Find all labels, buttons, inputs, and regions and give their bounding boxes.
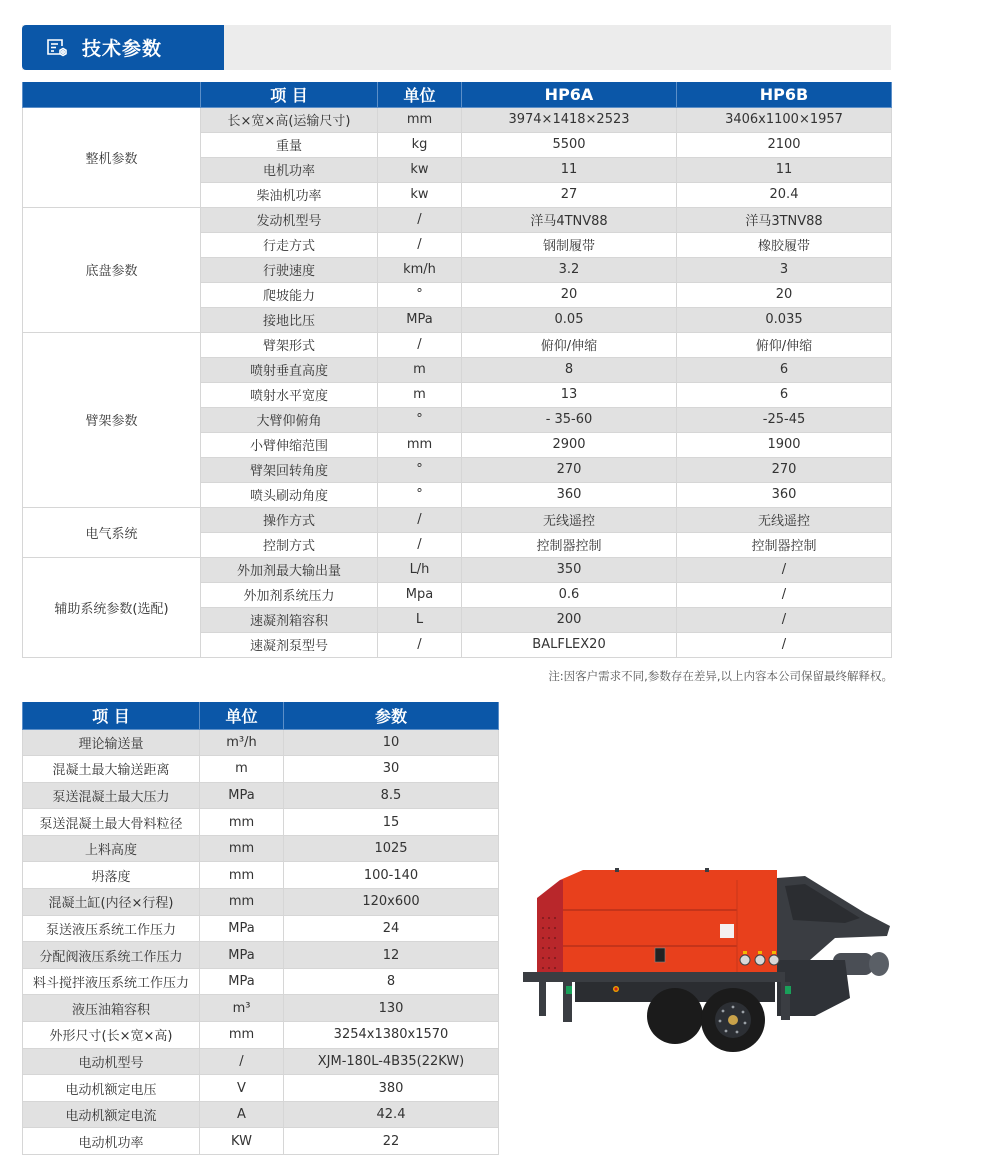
table-row	[23, 995, 499, 1022]
item-cell: 喷射垂直高度	[201, 357, 378, 382]
item-cell: 行走方式	[201, 232, 378, 257]
value-cell: 10	[284, 729, 499, 756]
table-row	[23, 835, 499, 862]
item-cell: 控制方式	[201, 532, 378, 557]
unit-cell: /	[378, 232, 462, 257]
table-row	[23, 809, 499, 836]
hp6b-cell: /	[677, 557, 892, 582]
hp6b-cell: 20.4	[677, 182, 892, 207]
hp6b-cell: -25-45	[677, 407, 892, 432]
hp6a-cell: 控制器控制	[462, 532, 677, 557]
unit-cell: km/h	[378, 257, 462, 282]
item-cell: 喷射水平宽度	[201, 382, 378, 407]
item-cell: 混凝土最大输送距离	[23, 756, 200, 783]
hp6a-cell: 0.05	[462, 307, 677, 332]
unit-cell: kw	[378, 157, 462, 182]
unit-cell: mm	[200, 809, 284, 836]
unit-cell: °	[378, 282, 462, 307]
unit-cell: /	[378, 332, 462, 357]
header-value: 参数	[284, 702, 499, 729]
concrete-pump-image	[515, 868, 895, 1053]
disclaimer-note: 注:因客户需求不同,参数存在差异,以上内容本公司保留最终解释权。	[548, 669, 893, 683]
table-row	[23, 889, 499, 916]
item-cell: 发动机型号	[201, 207, 378, 232]
hp6b-cell: /	[677, 607, 892, 632]
unit-cell: m	[200, 756, 284, 783]
item-cell: 泵送混凝土最大压力	[23, 782, 200, 809]
table-row	[23, 557, 892, 582]
section-title: 技术参数	[82, 38, 163, 60]
item-cell: 爬坡能力	[201, 282, 378, 307]
hp6a-cell: 3974×1418×2523	[462, 107, 677, 132]
unit-cell: A	[200, 1101, 284, 1128]
unit-cell: Mpa	[378, 582, 462, 607]
hp6b-cell: 洋马3TNV88	[677, 207, 892, 232]
hp6a-cell: 洋马4TNV88	[462, 207, 677, 232]
value-cell: 8.5	[284, 782, 499, 809]
unit-cell: MPa	[378, 307, 462, 332]
value-cell: 42.4	[284, 1101, 499, 1128]
item-cell: 大臂仰俯角	[201, 407, 378, 432]
spec-table-hp6	[22, 82, 892, 658]
hp6a-cell: 5500	[462, 132, 677, 157]
item-cell: 坍落度	[23, 862, 200, 889]
hp6a-cell: - 35-60	[462, 407, 677, 432]
unit-cell: /	[378, 532, 462, 557]
hp6b-cell: /	[677, 582, 892, 607]
item-cell: 柴油机功率	[201, 182, 378, 207]
item-cell: 臂架形式	[201, 332, 378, 357]
spec-table-pump	[22, 702, 499, 1155]
unit-cell: KW	[200, 1128, 284, 1155]
section-title-tab	[22, 25, 224, 70]
hp6b-cell: 20	[677, 282, 892, 307]
unit-cell: mm	[378, 107, 462, 132]
table-row	[23, 507, 892, 532]
table-row	[23, 862, 499, 889]
unit-cell: kg	[378, 132, 462, 157]
unit-cell: MPa	[200, 782, 284, 809]
group-label: 底盘参数	[23, 207, 201, 332]
unit-cell: MPa	[200, 915, 284, 942]
hp6b-cell: 1900	[677, 432, 892, 457]
table-row	[23, 1075, 499, 1102]
item-cell: 行驶速度	[201, 257, 378, 282]
hp6b-cell: 3	[677, 257, 892, 282]
item-cell: 上料高度	[23, 835, 200, 862]
hp6b-cell: 0.035	[677, 307, 892, 332]
hp6a-cell: 无线遥控	[462, 507, 677, 532]
item-cell: 电动机额定电压	[23, 1075, 200, 1102]
item-cell: 电动机功率	[23, 1128, 200, 1155]
unit-cell: MPa	[200, 942, 284, 969]
hp6b-cell: 俯仰/伸缩	[677, 332, 892, 357]
hp6a-cell: 27	[462, 182, 677, 207]
value-cell: 30	[284, 756, 499, 783]
value-cell: XJM-180L-4B35(22KW)	[284, 1048, 499, 1075]
hp6a-cell: 3.2	[462, 257, 677, 282]
hp6a-cell: 350	[462, 557, 677, 582]
unit-cell: mm	[200, 889, 284, 916]
hp6a-cell: 0.6	[462, 582, 677, 607]
table-row	[23, 782, 499, 809]
section-title-bar	[22, 25, 891, 70]
unit-cell: V	[200, 1075, 284, 1102]
header-item: 项 目	[23, 702, 200, 729]
hp6a-cell: 钢制履带	[462, 232, 677, 257]
table-row	[23, 968, 499, 995]
item-cell: 料斗搅拌液压系统工作压力	[23, 968, 200, 995]
unit-cell: /	[378, 507, 462, 532]
hp6a-cell: 2900	[462, 432, 677, 457]
unit-cell: L	[378, 607, 462, 632]
hp6b-cell: 3406x1100×1957	[677, 107, 892, 132]
value-cell: 130	[284, 995, 499, 1022]
value-cell: 1025	[284, 835, 499, 862]
hp6b-cell: 270	[677, 457, 892, 482]
hp6a-cell: 200	[462, 607, 677, 632]
hp6b-cell: 360	[677, 482, 892, 507]
hp6a-cell: 270	[462, 457, 677, 482]
table-row	[23, 729, 499, 756]
unit-cell: m³	[200, 995, 284, 1022]
item-cell: 泵送混凝土最大骨料粒径	[23, 809, 200, 836]
unit-cell: mm	[200, 862, 284, 889]
hp6b-cell: 控制器控制	[677, 532, 892, 557]
unit-cell: °	[378, 407, 462, 432]
item-cell: 泵送液压系统工作压力	[23, 915, 200, 942]
item-cell: 操作方式	[201, 507, 378, 532]
hp6a-cell: BALFLEX20	[462, 632, 677, 657]
unit-cell: °	[378, 457, 462, 482]
header-item: 项 目	[201, 82, 378, 107]
value-cell: 380	[284, 1075, 499, 1102]
header-unit: 单位	[200, 702, 284, 729]
item-cell: 外形尺寸(长×宽×高)	[23, 1022, 200, 1049]
table-row	[23, 107, 892, 132]
item-cell: 长×宽×高(运输尺寸)	[201, 107, 378, 132]
item-cell: 小臂伸缩范围	[201, 432, 378, 457]
header-unit: 单位	[378, 82, 462, 107]
item-cell: 电动机额定电流	[23, 1101, 200, 1128]
table-row	[23, 756, 499, 783]
value-cell: 3254x1380x1570	[284, 1022, 499, 1049]
hp6b-cell: /	[677, 632, 892, 657]
hp6a-cell: 360	[462, 482, 677, 507]
hp6a-cell: 8	[462, 357, 677, 382]
item-cell: 混凝土缸(内径×行程)	[23, 889, 200, 916]
group-label: 电气系统	[23, 507, 201, 557]
hp6b-cell: 橡胶履带	[677, 232, 892, 257]
header-hp6b: HP6B	[677, 82, 892, 107]
group-label: 辅助系统参数(选配)	[23, 557, 201, 657]
hp6a-cell: 俯仰/伸缩	[462, 332, 677, 357]
item-cell: 速凝剂箱容积	[201, 607, 378, 632]
item-cell: 液压油箱容积	[23, 995, 200, 1022]
item-cell: 理论输送量	[23, 729, 200, 756]
value-cell: 22	[284, 1128, 499, 1155]
value-cell: 100-140	[284, 862, 499, 889]
unit-cell: °	[378, 482, 462, 507]
value-cell: 12	[284, 942, 499, 969]
unit-cell: /	[378, 207, 462, 232]
unit-cell: m	[378, 382, 462, 407]
table-row	[23, 1128, 499, 1155]
item-cell: 臂架回转角度	[201, 457, 378, 482]
hp6a-cell: 13	[462, 382, 677, 407]
unit-cell: L/h	[378, 557, 462, 582]
unit-cell: m	[378, 357, 462, 382]
unit-cell: mm	[200, 1022, 284, 1049]
group-label: 整机参数	[23, 107, 201, 207]
item-cell: 分配阀液压系统工作压力	[23, 942, 200, 969]
value-cell: 24	[284, 915, 499, 942]
table-row	[23, 915, 499, 942]
table-row	[23, 1022, 499, 1049]
item-cell: 速凝剂泵型号	[201, 632, 378, 657]
table-row	[23, 332, 892, 357]
unit-cell: mm	[200, 835, 284, 862]
table-row	[23, 1101, 499, 1128]
table-row	[23, 1048, 499, 1075]
value-cell: 8	[284, 968, 499, 995]
item-cell: 外加剂系统压力	[201, 582, 378, 607]
unit-cell: /	[200, 1048, 284, 1075]
unit-cell: m³/h	[200, 729, 284, 756]
value-cell: 120x600	[284, 889, 499, 916]
hp6b-cell: 无线遥控	[677, 507, 892, 532]
item-cell: 外加剂最大输出量	[201, 557, 378, 582]
unit-cell: mm	[378, 432, 462, 457]
table-header-row	[23, 702, 499, 729]
item-cell: 电动机型号	[23, 1048, 200, 1075]
hp6b-cell: 11	[677, 157, 892, 182]
item-cell: 接地比压	[201, 307, 378, 332]
table-row	[23, 942, 499, 969]
hp6b-cell: 6	[677, 382, 892, 407]
unit-cell: /	[378, 632, 462, 657]
hp6b-cell: 2100	[677, 132, 892, 157]
hp6a-cell: 20	[462, 282, 677, 307]
item-cell: 喷头刷动角度	[201, 482, 378, 507]
value-cell: 15	[284, 809, 499, 836]
item-cell: 电机功率	[201, 157, 378, 182]
header-group	[23, 82, 201, 107]
spec-sheet-icon	[46, 38, 68, 58]
hp6b-cell: 6	[677, 357, 892, 382]
unit-cell: kw	[378, 182, 462, 207]
group-label: 臂架参数	[23, 332, 201, 507]
item-cell: 重量	[201, 132, 378, 157]
table-row	[23, 207, 892, 232]
unit-cell: MPa	[200, 968, 284, 995]
hp6a-cell: 11	[462, 157, 677, 182]
header-hp6a: HP6A	[462, 82, 677, 107]
table-header-row	[23, 82, 892, 107]
